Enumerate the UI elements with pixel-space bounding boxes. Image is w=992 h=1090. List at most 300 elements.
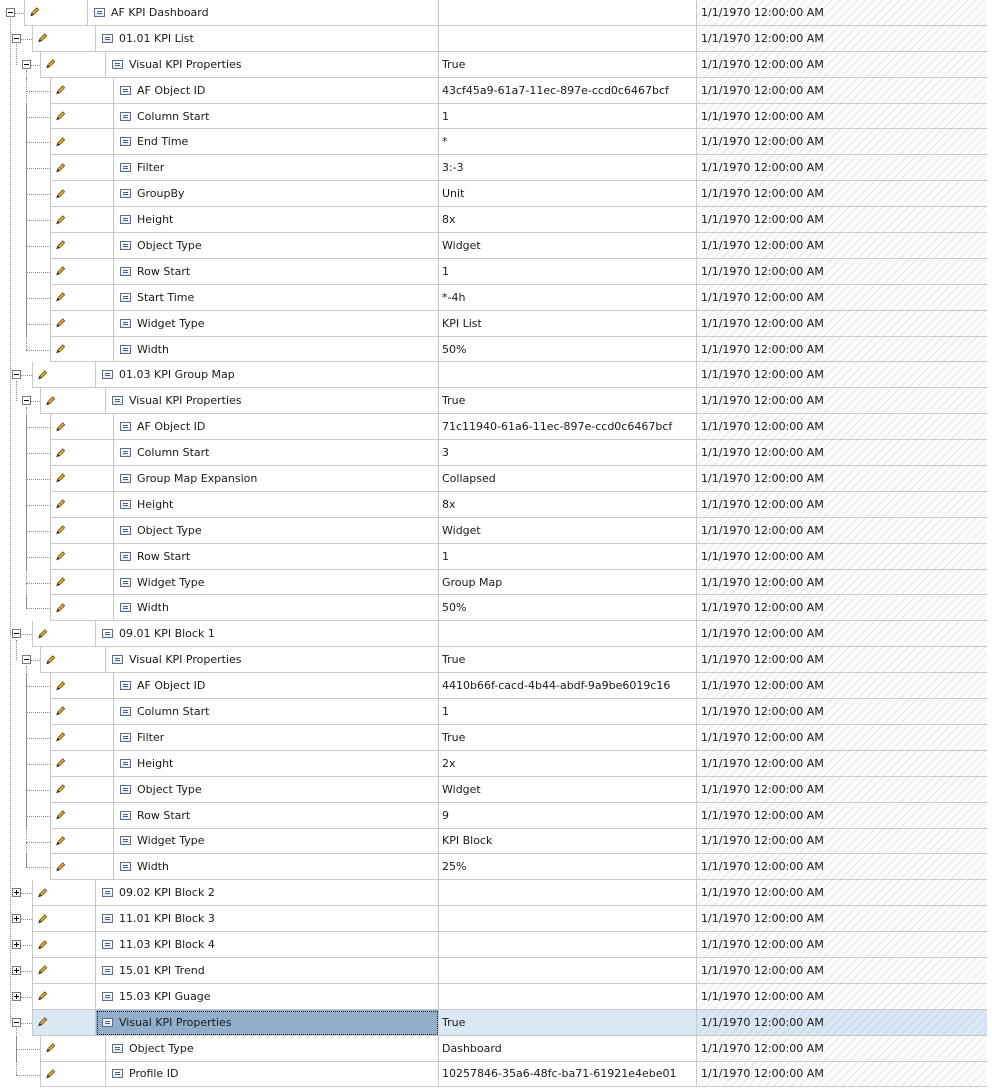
value-cell[interactable] [439, 906, 697, 932]
timestamp-cell [697, 984, 987, 1010]
attribute-icon [120, 733, 131, 742]
edit-cell[interactable] [50, 673, 114, 699]
tree-connector [0, 207, 50, 233]
name-cell[interactable] [114, 544, 439, 570]
name-cell[interactable] [114, 440, 439, 466]
collapse-icon[interactable] [22, 60, 31, 69]
tree-row[interactable] [0, 880, 992, 906]
value-cell[interactable] [439, 544, 697, 570]
pencil-icon[interactable] [55, 447, 66, 459]
value-cell[interactable] [439, 751, 697, 777]
tree-row[interactable] [0, 337, 992, 363]
tree-connector [0, 699, 50, 725]
pencil-icon[interactable] [55, 835, 66, 847]
value-cell[interactable] [439, 777, 697, 803]
edit-cell[interactable] [50, 699, 114, 725]
tree-connector [0, 725, 50, 751]
tree-row[interactable] [0, 803, 992, 829]
name-cell[interactable] [114, 492, 439, 518]
name-cell[interactable] [114, 129, 439, 155]
tree-row[interactable] [0, 1036, 992, 1062]
pencil-icon[interactable] [55, 576, 66, 588]
edit-cell[interactable] [40, 647, 106, 673]
value-cell[interactable] [439, 699, 697, 725]
timestamp-cell [697, 259, 987, 285]
pencil-icon[interactable] [55, 861, 66, 873]
timestamp-text: 1/1/1970 12:00:00 AM [701, 109, 824, 123]
collapse-icon[interactable] [12, 370, 21, 379]
edit-cell[interactable] [50, 829, 114, 855]
value-cell[interactable] [439, 311, 697, 337]
name-cell[interactable] [114, 854, 439, 880]
attribute-name: Object Type [129, 1041, 194, 1055]
attribute-name: 11.03 KPI Block 4 [119, 938, 215, 951]
timestamp-cell [697, 803, 987, 829]
edit-cell[interactable] [50, 311, 114, 337]
timestamp-text: 1/1/1970 12:00:00 AM [701, 161, 824, 175]
name-cell[interactable] [114, 751, 439, 777]
value-cell[interactable] [439, 1062, 697, 1088]
pencil-icon[interactable] [37, 1016, 48, 1028]
edit-cell[interactable] [40, 1062, 106, 1088]
tree-row[interactable] [0, 906, 992, 932]
attribute-name: Visual KPI Properties [129, 653, 242, 667]
tree-row[interactable] [0, 1062, 992, 1088]
value-cell[interactable] [439, 1036, 697, 1062]
tree-connector [0, 647, 40, 673]
attribute-icon [120, 681, 131, 690]
pencil-icon[interactable] [55, 757, 66, 769]
attribute-value: 10257846-35a6-48fc-ba71-61921e4ebe01 [442, 1067, 677, 1081]
attribute-icon [120, 86, 131, 95]
timestamp-text: 1/1/1970 12:00:00 AM [701, 808, 824, 822]
edit-cell[interactable] [50, 544, 114, 570]
attribute-icon [120, 293, 131, 302]
collapse-icon[interactable] [22, 396, 31, 405]
name-cell[interactable] [114, 725, 439, 751]
attribute-icon [102, 966, 113, 975]
pencil-icon[interactable] [55, 731, 66, 743]
tree-row[interactable] [0, 777, 992, 803]
pencil-icon[interactable] [55, 343, 66, 355]
edit-cell[interactable] [32, 984, 96, 1010]
tree-row[interactable] [0, 233, 992, 259]
pencil-icon[interactable] [45, 58, 56, 70]
timestamp-text: 1/1/1970 12:00:00 AM [701, 989, 824, 1003]
attribute-name: Object Type [137, 238, 202, 252]
tree-row[interactable] [0, 673, 992, 699]
pencil-icon[interactable] [37, 32, 48, 44]
timestamp-text: 1/1/1970 12:00:00 AM [701, 834, 824, 848]
attribute-value: True [442, 394, 466, 408]
value-cell[interactable] [439, 26, 697, 52]
name-cell[interactable] [106, 1036, 439, 1062]
attribute-value: 71c11940-61a6-11ec-897e-ccd0c6467bcf [442, 420, 673, 434]
edit-cell[interactable] [50, 129, 114, 155]
value-cell[interactable] [439, 984, 697, 1010]
expand-icon[interactable] [12, 966, 21, 975]
pencil-icon[interactable] [37, 913, 48, 925]
tree-connector [0, 0, 24, 26]
value-cell[interactable] [439, 854, 697, 880]
name-cell[interactable] [114, 311, 439, 337]
edit-cell[interactable] [40, 388, 106, 414]
timestamp-text: 1/1/1970 12:00:00 AM [701, 290, 824, 304]
pencil-icon[interactable] [45, 1068, 56, 1080]
tree-row[interactable] [0, 78, 992, 104]
tree-connector [0, 1036, 40, 1062]
tree-row[interactable] [0, 0, 992, 26]
timestamp-text: 1/1/1970 12:00:00 AM [701, 756, 824, 770]
pencil-icon[interactable] [55, 214, 66, 226]
timestamp-cell [697, 570, 987, 596]
value-cell[interactable] [439, 233, 697, 259]
name-cell[interactable] [96, 906, 439, 932]
timestamp-text: 1/1/1970 12:00:00 AM [701, 83, 824, 97]
pencil-icon[interactable] [55, 136, 66, 148]
timestamp-text: 1/1/1970 12:00:00 AM [701, 471, 824, 485]
value-cell[interactable] [439, 829, 697, 855]
name-cell[interactable] [114, 337, 439, 363]
tree-row[interactable] [0, 181, 992, 207]
timestamp-cell [697, 1062, 987, 1088]
pencil-icon[interactable] [55, 265, 66, 277]
collapse-icon[interactable] [12, 34, 21, 43]
tree-row[interactable] [0, 725, 992, 751]
tree-connector [0, 181, 50, 207]
timestamp-cell [697, 595, 987, 621]
value-cell[interactable] [439, 958, 697, 984]
tree-row[interactable] [0, 984, 992, 1010]
pencil-icon[interactable] [37, 990, 48, 1002]
name-cell[interactable] [96, 958, 439, 984]
name-cell[interactable] [114, 414, 439, 440]
pencil-icon[interactable] [55, 239, 66, 251]
pencil-icon[interactable] [55, 783, 66, 795]
edit-cell[interactable] [50, 259, 114, 285]
attribute-name: Column Start [137, 446, 210, 460]
name-cell[interactable] [114, 803, 439, 829]
value-cell[interactable] [439, 1010, 697, 1036]
name-cell[interactable] [106, 52, 439, 78]
value-cell[interactable] [439, 725, 697, 751]
tree-row[interactable] [0, 466, 992, 492]
timestamp-text: 1/1/1970 12:00:00 AM [701, 601, 824, 615]
timestamp-cell [697, 155, 987, 181]
edit-cell[interactable] [32, 906, 96, 932]
tree-row[interactable] [0, 570, 992, 596]
attribute-name: Visual KPI Properties [129, 57, 242, 71]
tree-row[interactable] [0, 595, 992, 621]
value-cell[interactable] [439, 932, 697, 958]
expand-icon[interactable] [12, 914, 21, 923]
value-cell[interactable] [439, 52, 697, 78]
edit-cell[interactable] [50, 466, 114, 492]
timestamp-text: 1/1/1970 12:00:00 AM [701, 782, 824, 796]
timestamp-cell [697, 725, 987, 751]
pencil-icon[interactable] [55, 110, 66, 122]
value-cell[interactable] [439, 492, 697, 518]
collapse-icon[interactable] [12, 629, 21, 638]
edit-cell[interactable] [32, 1010, 96, 1036]
edit-cell[interactable] [40, 52, 106, 78]
tree-row[interactable] [0, 932, 992, 958]
value-cell[interactable] [439, 647, 697, 673]
name-cell[interactable] [96, 26, 439, 52]
timestamp-text: 1/1/1970 12:00:00 AM [701, 135, 824, 149]
name-cell[interactable] [114, 78, 439, 104]
tree-connector [0, 1062, 40, 1088]
expand-icon[interactable] [12, 940, 21, 949]
value-cell[interactable] [439, 362, 697, 388]
pencil-icon[interactable] [55, 524, 66, 536]
pencil-icon[interactable] [37, 964, 48, 976]
name-cell[interactable] [114, 181, 439, 207]
name-cell[interactable] [114, 466, 439, 492]
tree-row[interactable] [0, 285, 992, 311]
edit-cell[interactable] [32, 932, 96, 958]
edit-cell[interactable] [50, 854, 114, 880]
tree-row[interactable] [0, 104, 992, 130]
name-cell[interactable] [114, 155, 439, 181]
name-cell[interactable] [96, 880, 439, 906]
edit-cell[interactable] [50, 803, 114, 829]
timestamp-cell [697, 207, 987, 233]
timestamp-text: 1/1/1970 12:00:00 AM [701, 187, 824, 201]
value-cell[interactable] [439, 595, 697, 621]
tree-row[interactable] [0, 52, 992, 78]
pencil-icon[interactable] [37, 628, 48, 640]
tree-row[interactable] [0, 207, 992, 233]
value-cell[interactable] [439, 104, 697, 130]
attribute-name: Height [137, 213, 174, 227]
timestamp-text: 1/1/1970 12:00:00 AM [701, 57, 824, 71]
pencil-icon[interactable] [45, 395, 56, 407]
edit-cell[interactable] [32, 26, 96, 52]
edit-cell[interactable] [32, 880, 96, 906]
attribute-name: 01.03 KPI Group Map [119, 368, 235, 382]
tree-row[interactable] [0, 647, 992, 673]
pencil-icon[interactable] [55, 421, 66, 433]
expand-icon[interactable] [12, 888, 21, 897]
tree-row[interactable] [0, 129, 992, 155]
tree-row[interactable] [0, 440, 992, 466]
name-cell[interactable] [114, 259, 439, 285]
value-cell[interactable] [439, 181, 697, 207]
value-cell[interactable] [439, 518, 697, 544]
timestamp-text: 1/1/1970 12:00:00 AM [701, 316, 824, 330]
edit-cell[interactable] [50, 492, 114, 518]
name-cell[interactable] [96, 621, 439, 647]
tree-row[interactable] [0, 958, 992, 984]
edit-cell[interactable] [32, 958, 96, 984]
name-cell[interactable] [114, 673, 439, 699]
value-cell[interactable] [439, 129, 697, 155]
value-cell[interactable] [439, 337, 697, 363]
edit-cell[interactable] [50, 518, 114, 544]
attribute-name: Filter [137, 730, 165, 744]
edit-cell[interactable] [50, 181, 114, 207]
tree-row[interactable] [0, 388, 992, 414]
name-cell[interactable] [114, 570, 439, 596]
name-cell[interactable] [114, 595, 439, 621]
tree-connector [16, 640, 17, 661]
pencil-icon[interactable] [45, 654, 56, 666]
value-cell[interactable] [439, 621, 697, 647]
timestamp-text: 1/1/1970 12:00:00 AM [701, 497, 824, 511]
pencil-icon[interactable] [55, 602, 66, 614]
edit-cell[interactable] [50, 78, 114, 104]
pencil-icon[interactable] [29, 6, 40, 18]
pencil-icon[interactable] [55, 498, 66, 510]
edit-cell[interactable] [50, 104, 114, 130]
edit-cell[interactable] [24, 0, 88, 26]
tree-row[interactable] [0, 26, 992, 52]
edit-cell[interactable] [50, 725, 114, 751]
value-cell[interactable] [439, 259, 697, 285]
timestamp-text: 1/1/1970 12:00:00 AM [701, 368, 824, 382]
value-cell[interactable] [439, 880, 697, 906]
name-cell[interactable] [114, 233, 439, 259]
edit-cell[interactable] [50, 440, 114, 466]
attribute-value: Widget [442, 523, 481, 537]
tree-row[interactable] [0, 829, 992, 855]
value-cell[interactable] [439, 673, 697, 699]
edit-cell[interactable] [50, 233, 114, 259]
value-cell[interactable] [439, 440, 697, 466]
edit-cell[interactable] [50, 777, 114, 803]
collapse-icon[interactable] [12, 1018, 21, 1027]
collapse-icon[interactable] [6, 8, 15, 17]
name-cell[interactable] [106, 388, 439, 414]
tree-connector [0, 880, 32, 906]
value-cell[interactable] [439, 414, 697, 440]
attribute-icon [120, 836, 131, 845]
name-cell[interactable] [114, 104, 439, 130]
tree-row[interactable] [0, 621, 992, 647]
pencil-icon[interactable] [55, 472, 66, 484]
timestamp-text: 1/1/1970 12:00:00 AM [701, 679, 824, 693]
pencil-icon[interactable] [55, 291, 66, 303]
attribute-icon [102, 1018, 113, 1027]
tree-row[interactable] [0, 259, 992, 285]
pencil-icon[interactable] [55, 188, 66, 200]
timestamp-cell [697, 1010, 987, 1036]
edit-cell[interactable] [50, 595, 114, 621]
value-cell[interactable] [439, 207, 697, 233]
value-cell[interactable] [439, 570, 697, 596]
attribute-icon [120, 707, 131, 716]
tree-connector [0, 958, 32, 984]
timestamp-cell [697, 26, 987, 52]
attribute-value: 1 [442, 264, 449, 278]
edit-cell[interactable] [50, 155, 114, 181]
tree-row[interactable] [0, 699, 992, 725]
attribute-value: 3 [442, 446, 449, 460]
name-cell[interactable] [106, 647, 439, 673]
pencil-icon[interactable] [37, 939, 48, 951]
name-cell[interactable] [88, 0, 439, 26]
edit-cell[interactable] [50, 337, 114, 363]
value-cell[interactable] [439, 0, 697, 26]
name-cell[interactable] [114, 829, 439, 855]
value-cell[interactable] [439, 78, 697, 104]
name-cell[interactable] [114, 518, 439, 544]
pencil-icon[interactable] [55, 84, 66, 96]
name-cell[interactable] [96, 1010, 439, 1036]
pencil-icon[interactable] [55, 809, 66, 821]
collapse-icon[interactable] [22, 655, 31, 664]
edit-cell[interactable] [50, 285, 114, 311]
timestamp-cell [697, 544, 987, 570]
attribute-icon [120, 811, 131, 820]
timestamp-cell [697, 52, 987, 78]
tree-row[interactable] [0, 492, 992, 518]
tree-row[interactable] [0, 518, 992, 544]
pencil-icon[interactable] [55, 705, 66, 717]
name-cell[interactable] [114, 777, 439, 803]
name-cell[interactable] [114, 285, 439, 311]
value-cell[interactable] [439, 285, 697, 311]
attribute-name: Object Type [137, 782, 202, 796]
pencil-icon[interactable] [55, 550, 66, 562]
pencil-icon[interactable] [37, 369, 48, 381]
value-cell[interactable] [439, 388, 697, 414]
attribute-value: Widget [442, 782, 481, 796]
name-cell[interactable] [114, 207, 439, 233]
name-cell[interactable] [96, 932, 439, 958]
tree-connector [0, 544, 50, 570]
tree-row[interactable] [0, 1010, 992, 1036]
attribute-name: Filter [137, 161, 165, 175]
edit-cell[interactable] [50, 207, 114, 233]
edit-cell[interactable] [40, 1036, 106, 1062]
expand-icon[interactable] [12, 992, 21, 1001]
attribute-icon [112, 655, 123, 664]
edit-cell[interactable] [32, 362, 96, 388]
edit-cell[interactable] [32, 621, 96, 647]
tree-row[interactable] [0, 544, 992, 570]
timestamp-cell [697, 492, 987, 518]
timestamp-cell [697, 932, 987, 958]
timestamp-cell [697, 440, 987, 466]
tree-row[interactable] [0, 362, 992, 388]
pencil-icon[interactable] [45, 1042, 56, 1054]
value-cell[interactable] [439, 466, 697, 492]
tree-row[interactable] [0, 854, 992, 880]
tree-row[interactable] [0, 414, 992, 440]
value-cell[interactable] [439, 155, 697, 181]
tree-row[interactable] [0, 751, 992, 777]
name-cell[interactable] [96, 362, 439, 388]
edit-cell[interactable] [50, 751, 114, 777]
attribute-value: Group Map [442, 575, 503, 589]
edit-cell[interactable] [50, 570, 114, 596]
value-cell[interactable] [439, 803, 697, 829]
attribute-name: AF KPI Dashboard [111, 5, 209, 19]
tree-row[interactable] [0, 311, 992, 337]
name-cell[interactable] [106, 1062, 439, 1088]
name-cell[interactable] [96, 984, 439, 1010]
pencil-icon[interactable] [55, 317, 66, 329]
pencil-icon[interactable] [55, 680, 66, 692]
tree-row[interactable] [0, 155, 992, 181]
name-cell[interactable] [114, 699, 439, 725]
attribute-icon [120, 267, 131, 276]
edit-cell[interactable] [50, 414, 114, 440]
pencil-icon[interactable] [37, 887, 48, 899]
pencil-icon[interactable] [55, 162, 66, 174]
